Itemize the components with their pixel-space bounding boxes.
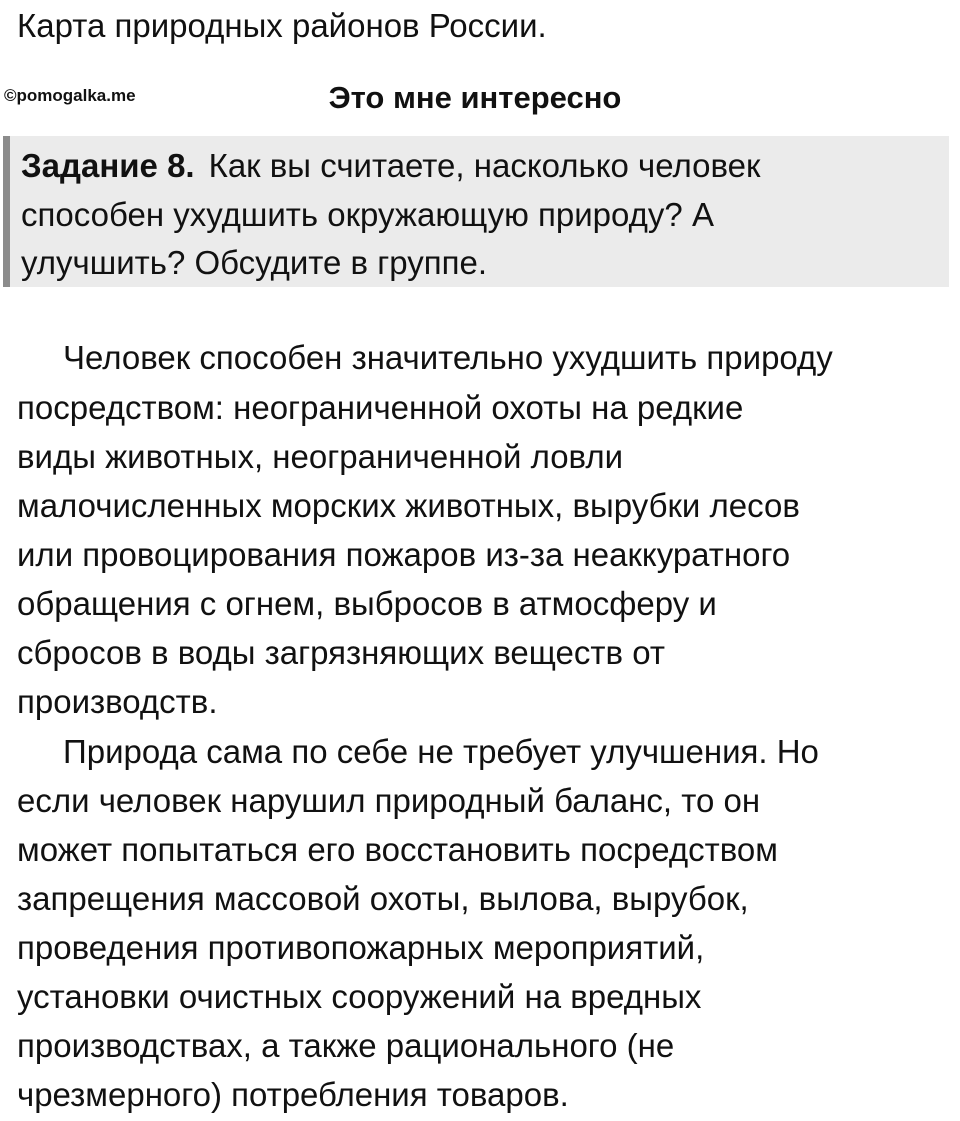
task-line-2: способен ухудшить окружающую природу? А: [21, 196, 714, 233]
answer-line: или провоцирования пожаров из-за неаккуратного: [17, 536, 791, 573]
answer-line: производствах, а также рационального (не: [17, 1027, 675, 1064]
task-text: Как вы считаете, насколько человек: [208, 147, 761, 184]
answer-line: производств.: [17, 683, 218, 720]
answer-line: может попытаться его восстановить посредством: [17, 831, 778, 868]
top-line-text: Карта природных районов России.: [17, 7, 547, 44]
task-line-3: улучшить? Обсудите в группе.: [21, 244, 487, 281]
task-label: Задание 8.: [21, 147, 195, 184]
answer-line: виды животных, неограниченной ловли: [17, 438, 624, 475]
answer-line: сбросов в воды загрязняющих веществ от: [17, 634, 665, 671]
answer-line: Человек способен значительно ухудшить природу: [63, 339, 833, 376]
task-box: [3, 136, 949, 287]
answer-line: установки очистных сооружений на вредных: [17, 978, 702, 1015]
answer-line: проведения противопожарных мероприятий,: [17, 929, 705, 966]
section-title: Это мне интересно: [328, 80, 622, 115]
answer-line: Природа сама по себе не требует улучшения. Но: [63, 733, 819, 770]
answer-line: если человек нарушил природный баланс, то он: [17, 782, 761, 819]
answer-line: запрещения массовой охоты, вылова, вырубок,: [17, 880, 749, 917]
task-line-1: [21, 144, 760, 188]
answer-line: посредством: неограниченной охоты на редкие: [17, 389, 744, 426]
answer-line: чрезмерного) потребления товаров.: [17, 1076, 569, 1113]
answer-line: малочисленных морских животных, вырубки лесов: [17, 487, 800, 524]
watermark: ©pomogalka.me: [4, 86, 136, 105]
answer-line: обращения с огнем, выбросов в атмосферу и: [17, 585, 717, 622]
